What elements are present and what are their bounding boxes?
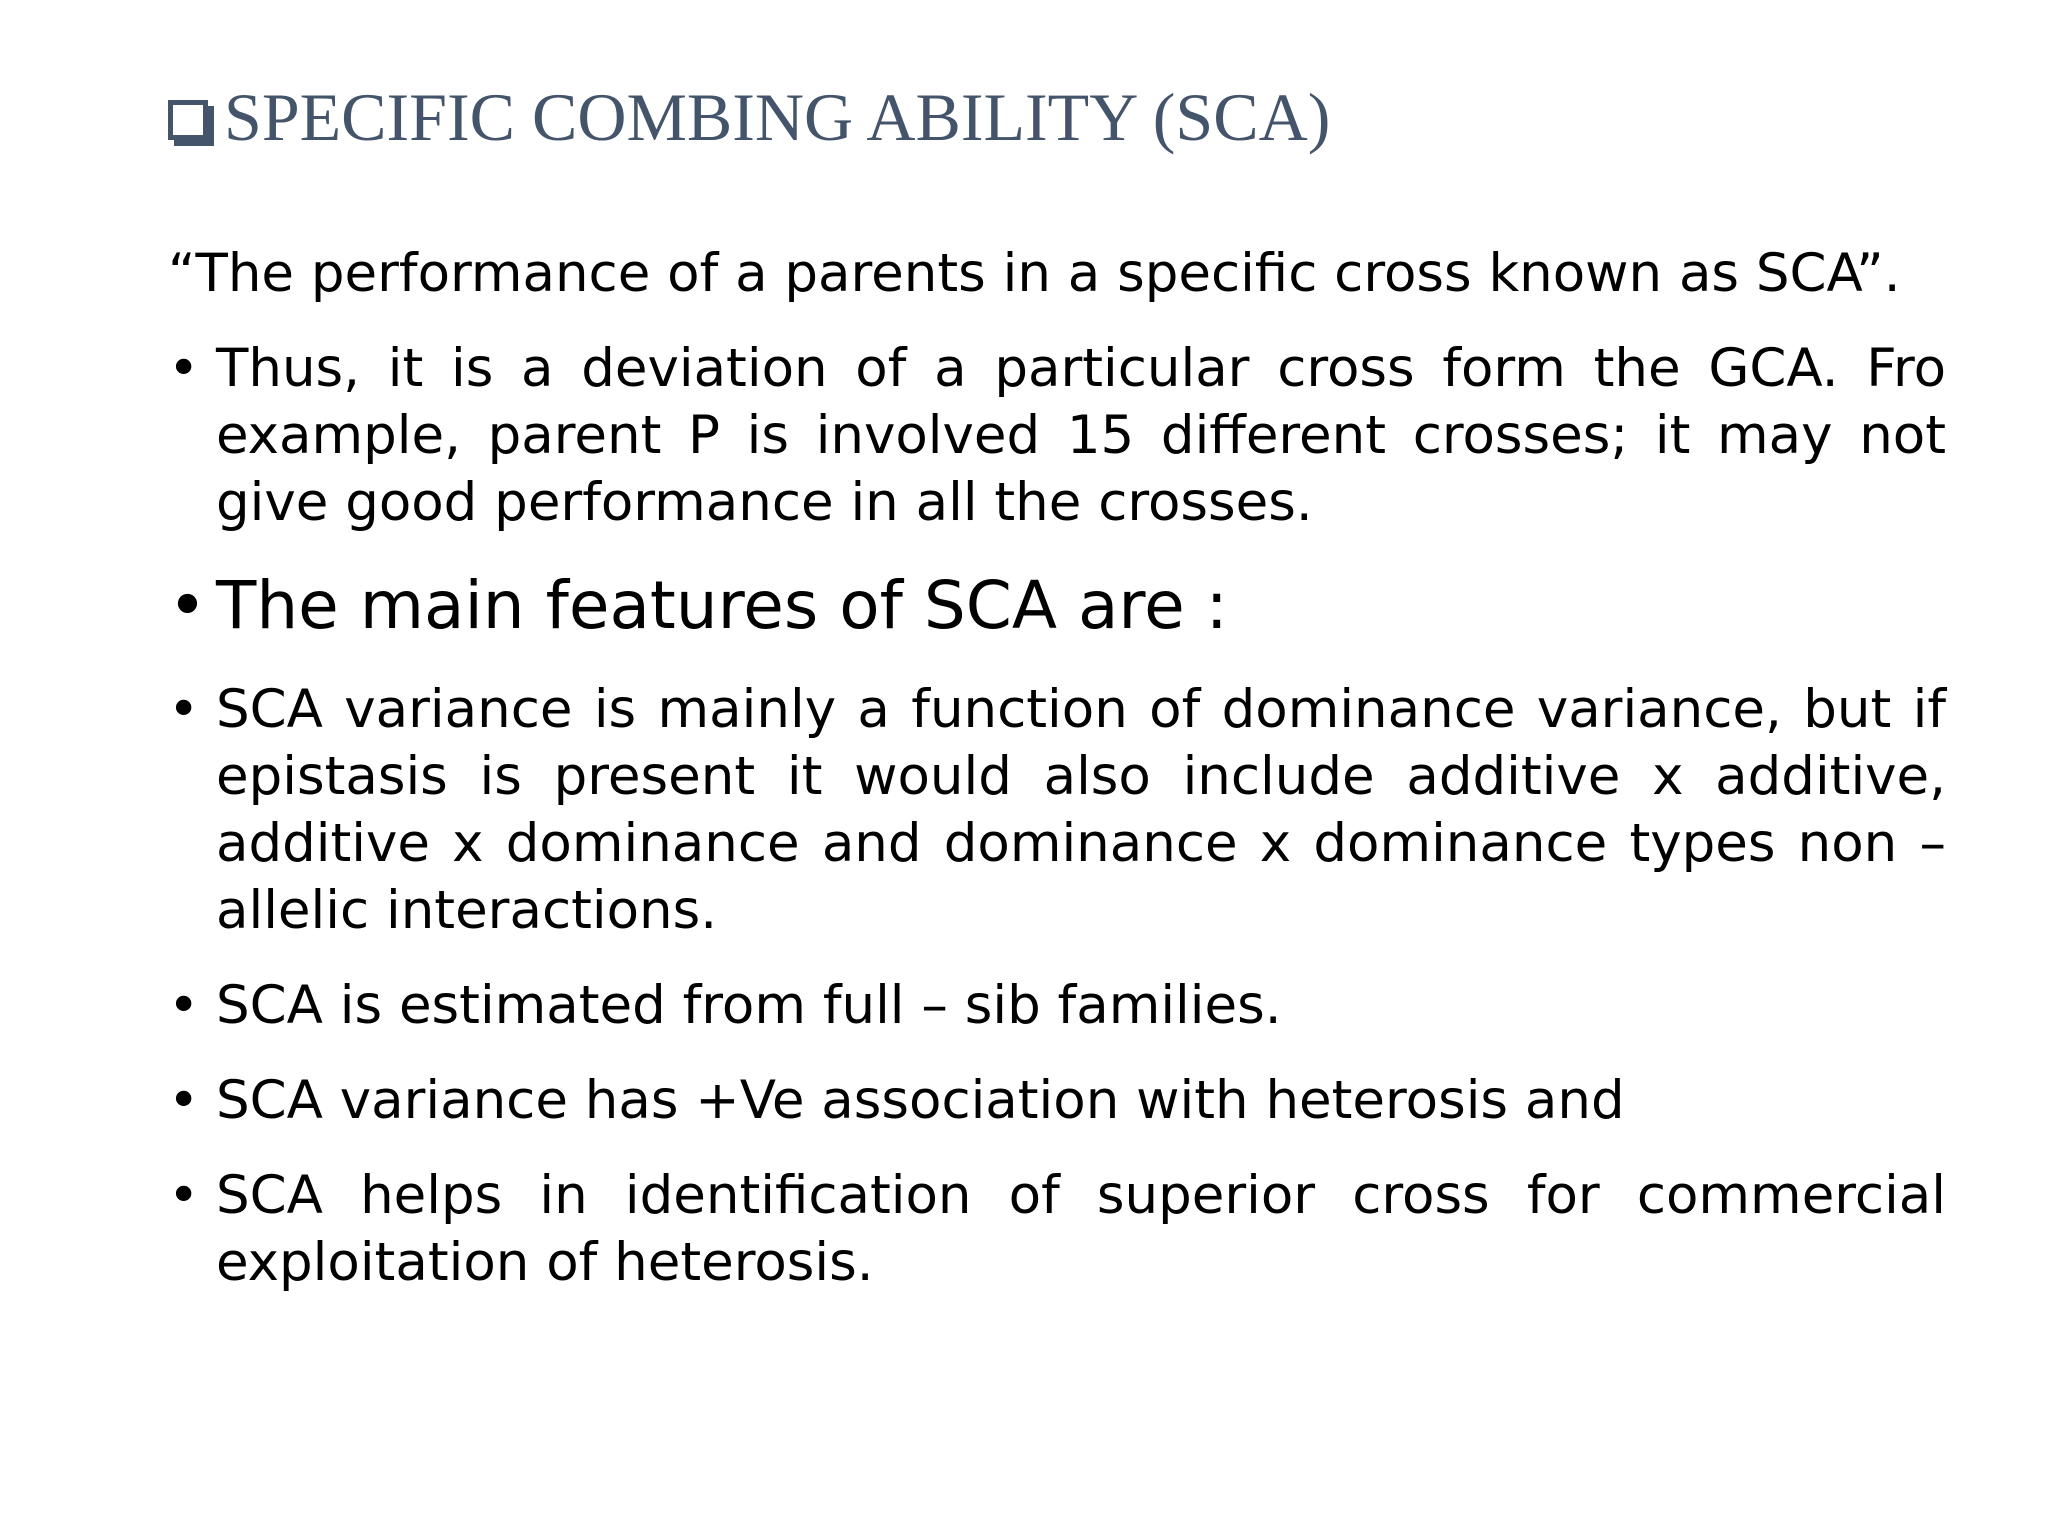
slide-title bbox=[168, 72, 1968, 162]
bullet-dot: • bbox=[168, 338, 200, 399]
bullet-item-heading bbox=[168, 564, 1946, 648]
intro-quote: “The performance of a parents in a specific cross known as SCA”. bbox=[168, 243, 1901, 304]
bullet-dot: • bbox=[168, 975, 200, 1036]
bullet-dot: • bbox=[168, 1070, 200, 1131]
bullet-item bbox=[168, 1067, 1946, 1134]
bullet-text: SCA variance is mainly a function of dominance variance, but if epistasis is present it would also include additive x additive, additive x dominance and dominance x dominance types non – allelic interactions. bbox=[216, 679, 1946, 941]
bullet-text: The main features of SCA are : bbox=[216, 567, 1228, 644]
bullet-dot: • bbox=[168, 679, 200, 740]
bullet-text: SCA helps in identification of superior cross for commercial exploitation of heterosis. bbox=[216, 1165, 1946, 1293]
bullet-item bbox=[168, 972, 1946, 1039]
bullet-text: SCA is estimated from full – sib families. bbox=[216, 975, 1282, 1036]
bullet-text: SCA variance has +Ve association with heterosis and bbox=[216, 1070, 1625, 1131]
bullet-text: Thus, it is a deviation of a particular cross form the GCA. Fro example, parent P is involved 15 different crosses; it may not give good performance in all the crosses. bbox=[216, 338, 1946, 533]
bullet-dot: • bbox=[168, 567, 207, 644]
checkbox-square-icon bbox=[168, 100, 208, 140]
bullet-item bbox=[168, 335, 1946, 536]
slide-body bbox=[168, 240, 1946, 1296]
slide-title-text: SPECIFIC COMBING ABILITY (SCA) bbox=[224, 78, 1331, 155]
bullet-item bbox=[168, 1162, 1946, 1296]
bullet-item bbox=[168, 676, 1946, 944]
bullet-dot: • bbox=[168, 1165, 200, 1226]
